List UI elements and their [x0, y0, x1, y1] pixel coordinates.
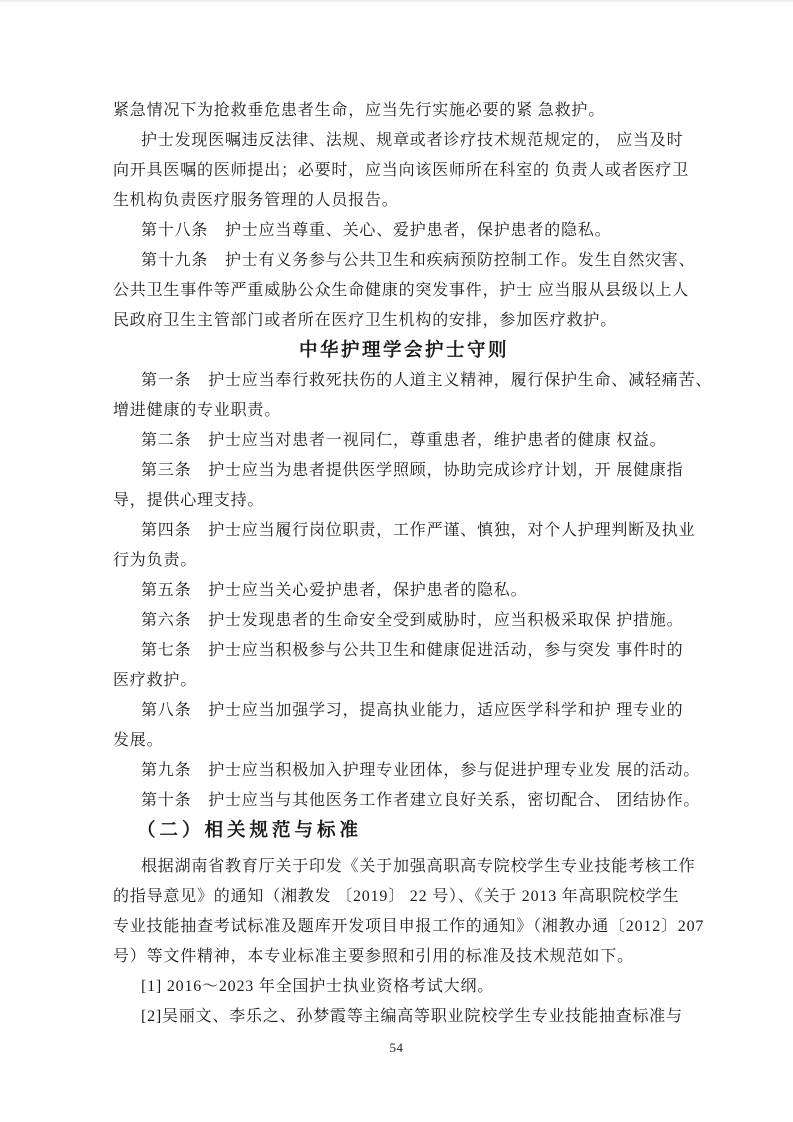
page-content: [113, 96, 713, 1032]
text-line: 的指导意见》的通知（湘教发 〔2019〕 22 号）、《关于 2013 年高职院校学生: [113, 888, 680, 905]
text-line: 生机构负责医疗服务管理的人员报告。: [113, 192, 399, 209]
text-line: [2]吴丽文、李乐之、孙梦霞等主编高等职业院校学生专业技能抽查标准与: [141, 1008, 683, 1025]
text-line: 医疗救护。: [113, 672, 198, 689]
text-line: 第七条 护士应当积极参与公共卫生和健康促进活动，参与突发 事件时的: [141, 642, 684, 659]
text-line: 导，提供心理支持。: [113, 492, 265, 509]
section-title: 中华护理学会护士守则: [298, 341, 509, 361]
page-top-edge: [0, 0, 793, 2]
text-line: 第十条 护士应当与其他医务工作者建立良好关系，密切配合、 团结协作。: [141, 792, 701, 809]
text-line: [1] 2016～2023 年全国护士执业资格考试大纲。: [141, 978, 495, 995]
text-line: 根据湖南省教育厅关于印发《关于加强高职高专院校学生专业技能考核工作: [141, 858, 696, 875]
text-line: 紧急情况下为抢救垂危患者生命，应当先行实施必要的紧 急救护。: [113, 102, 606, 119]
text-line: 第八条 护士应当加强学习，提高执业能力，适应医学科学和护 理专业的: [141, 702, 684, 719]
text-line: 第五条 护士应当关心爱护患者，保护患者的隐私。: [141, 582, 528, 599]
text-line: 发展。: [113, 732, 164, 749]
text-line: 民政府卫生主管部门或者所在医疗卫生机构的安排，参加医疗救护。: [113, 312, 618, 329]
text-line: 第一条 护士应当奉行救死扶伤的人道主义精神，履行保护生命、减轻痛苦、: [141, 372, 713, 389]
text-line: 第二条 护士应当对患者一视同仁，尊重患者，维护患者的健康 权益。: [141, 432, 667, 449]
text-line: 第十九条 护士有义务参与公共卫生和疾病预防控制工作。发生自然灾害、: [141, 252, 696, 269]
text-line: 公共卫生事件等严重威胁公众生命健康的突发事件，护士 应当服从县级以上人: [113, 282, 690, 299]
text-line: 号）等文件精神，本专业标准主要参照和引用的标准及技术规范如下。: [113, 948, 634, 965]
text-line: 第九条 护士应当积极加入护理专业团体，参与促进护理专业发 展的活动。: [141, 762, 701, 779]
text-line: 第六条 护士发现患者的生命安全受到威胁时，应当积极采取保 护措施。: [141, 612, 684, 629]
text-line: 专业技能抽查考试标准及题库开发项目申报工作的通知》（湘教办通〔2012〕207: [113, 918, 705, 935]
text-line: 第四条 护士应当履行岗位职责，工作严谨、慎独，对个人护理判断及执业: [141, 522, 696, 539]
text-line: 行为负责。: [113, 552, 198, 569]
text-line: 第十八条 护士应当尊重、关心、爱护患者，保护患者的隐私。: [141, 222, 612, 239]
text-line: 护士发现医嘱违反法律、法规、规章或者诊疗技术规范规定的， 应当及时: [141, 132, 684, 149]
text-line: 增进健康的专业职责。: [113, 402, 282, 419]
page-number: 54: [389, 1040, 404, 1055]
text-line: 向开具医嘱的医师提出；必要时，应当向该医师所在科室的 负责人或者医疗卫: [113, 162, 690, 179]
subsection-heading: （二）相关规范与标准: [137, 821, 363, 841]
text-line: 第三条 护士应当为患者提供医学照顾，协助完成诊疗计划，开 展健康指: [141, 462, 684, 479]
